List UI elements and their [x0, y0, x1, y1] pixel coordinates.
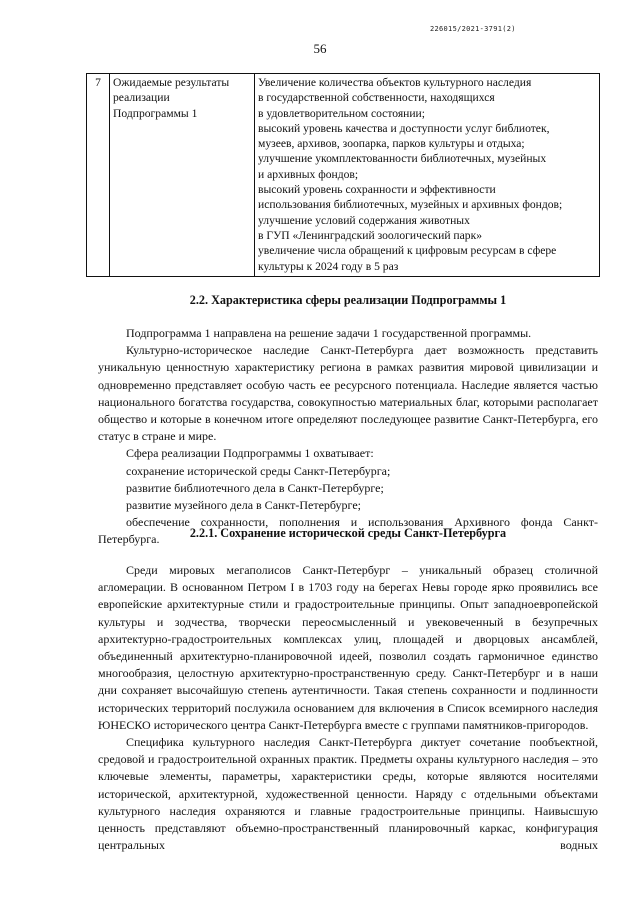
section-heading: 2.2. Характеристика сферы реализации Подпрограммы 1	[189, 293, 507, 307]
row-value-line: культуры к 2024 году в 5 раз	[258, 259, 399, 273]
paragraph: Среди мировых мегаполисов Санкт-Петербург – уникальный образец столичной агломерации. В основанном Петром I в 1703 году на берегах Невы городе ярко проявились все европейские архитектурные стили и градостроительные принципы. Опыт западноевропейской культуры и зодчества, творчески переосмысленный и увековеченный в безупречных архитектурно-градостроительных комплексах улиц, площадей и дворцовых ансамблей, объединенный архитектурно-планировочной идеей, позволил создать гармоничное единство многообразия, целостную архитектурно-пространственную среду. Санкт-Петербург и в наши дни сохраняет высочайшую степень аутентичности. Такая степень сохранности и подлинности исторических территорий послужила основанием для включения в Список всемирного наследия ЮНЕСКО исторического центра Санкт-Петербурга вместе с группами памятников-пригородов.	[98, 563, 598, 732]
list-item: развитие библиотечного дела в Санкт-Петербурге;	[126, 480, 384, 495]
row-number-cell: 7	[87, 74, 110, 277]
row-value-line: улучшение условий содержания животных	[258, 213, 470, 227]
row-name-line: реализации	[113, 91, 170, 105]
row-value-line: высокий уровень сохранности и эффективности	[258, 183, 496, 197]
row-value-line: Увеличение количества объектов культурного наследия	[258, 76, 532, 89]
section-historic-environment	[98, 525, 598, 854]
row-value-cell	[255, 74, 600, 277]
page-number: 56	[313, 41, 327, 56]
document-registration-number: 226015/2021-3791(2)	[430, 25, 516, 33]
row-value-line: в государственной собственности, находящихся	[258, 91, 495, 105]
row-value-line: использования библиотечных, музейных и архивных фондов;	[258, 198, 563, 212]
row-name-line: Ожидаемые результаты	[113, 76, 230, 89]
row-name-cell	[110, 74, 255, 277]
section-heading: 2.2.1. Сохранение исторической среды Санкт-Петербурга	[189, 526, 507, 540]
row-value-line: увеличение числа обращений к цифровым ресурсам в сфере	[258, 244, 557, 258]
row-value-line: в ГУП «Ленинградский зоологический парк»	[258, 228, 483, 242]
paragraph: Подпрограмма 1 направлена на решение задачи 1 государственной программы.	[126, 326, 532, 340]
section-characteristics	[98, 292, 598, 549]
row-value-line: высокий уровень качества и доступности услуг библиотек,	[258, 121, 550, 135]
passport-table	[86, 73, 600, 277]
table-row	[87, 74, 600, 277]
list-item: обеспечение сохранности, пополнения и использования Архивного фонда Санкт-Петербурга.	[98, 515, 598, 547]
list-item: развитие музейного дела в Санкт-Петербурге;	[126, 498, 361, 513]
row-value-line: улучшение укомплектованности библиотечных, музейных	[258, 152, 547, 166]
paragraph: Специфика культурного наследия Санкт-Петербурга диктует сочетание пообъектной, средовой и градостроительной охранных практик. Предметы охраны культурного наследия – это ключевые элементы, параметры, характеристики среды, которые являются носителями исторической, архитектурной, художественной ценности. Наряду с отдельными объектами культурного наследия охраняются и главные градостроительные принципы. Наивысшую ценность представляют объемно-пространственный планировочный каркас, конфигурация центральных водных	[98, 735, 598, 853]
row-value-line: и архивных фондов;	[258, 167, 359, 181]
row-value-line: музеев, архивов, зоопарка, парков культуры и отдыха;	[258, 137, 525, 151]
row-name-line: Подпрограммы 1	[113, 106, 198, 120]
paragraph: Сфера реализации Подпрограммы 1 охватывает:	[126, 446, 374, 461]
list-item: сохранение исторической среды Санкт-Петербурга;	[126, 463, 391, 478]
row-value-line: в удовлетворительном состоянии;	[258, 106, 425, 120]
paragraph: Культурно-историческое наследие Санкт-Петербурга дает возможность представить уникальную ценностную характеристику региона в рамках развития мировой цивилизации и одновременно представляет особую часть ее ресурсного потенциала. Наследие является частью национального богатства государства, совокупностью материальных благ, которыми располагает общество и которые в конечном итоге определяют последующее развитие Санкт-Петербурга, его статус в стране и мире.	[98, 343, 598, 444]
